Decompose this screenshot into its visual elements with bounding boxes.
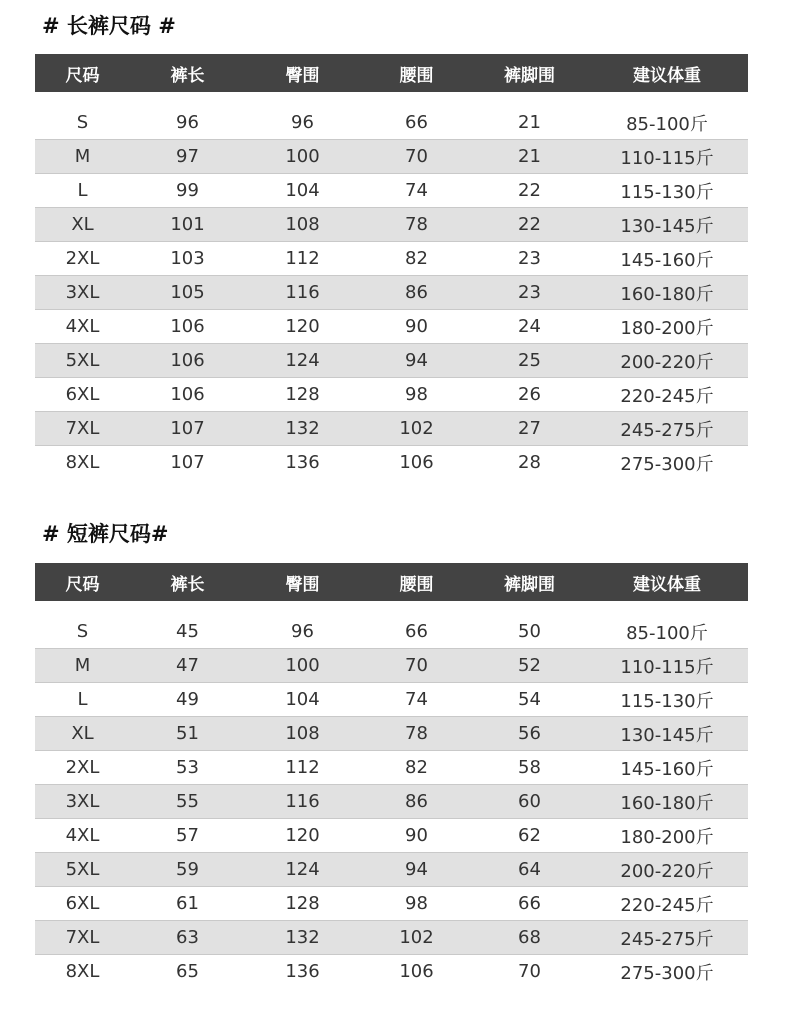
cell-size: S xyxy=(35,106,130,140)
cell-length: 45 xyxy=(130,615,245,649)
cell-waist: 82 xyxy=(360,751,473,785)
cell-length: 61 xyxy=(130,887,245,921)
cell-length: 57 xyxy=(130,819,245,853)
cell-hem: 68 xyxy=(473,921,586,955)
table-row xyxy=(35,717,748,751)
cell-size: XL xyxy=(35,208,130,242)
cell-length: 106 xyxy=(130,378,245,412)
cell-hip: 116 xyxy=(245,785,360,819)
cell-hip: 124 xyxy=(245,853,360,887)
cell-hip: 136 xyxy=(245,955,360,989)
cell-hem: 24 xyxy=(473,310,586,344)
cell-size: L xyxy=(35,683,130,717)
column-header-waist: 腰围 xyxy=(360,563,473,601)
cell-weight: 180-200斤 xyxy=(586,819,748,853)
cell-length: 105 xyxy=(130,276,245,310)
cell-waist: 86 xyxy=(360,276,473,310)
cell-size: 5XL xyxy=(35,344,130,378)
cell-hip: 104 xyxy=(245,174,360,208)
cell-waist: 86 xyxy=(360,785,473,819)
cell-length: 59 xyxy=(130,853,245,887)
cell-length: 107 xyxy=(130,446,245,480)
cell-waist: 90 xyxy=(360,819,473,853)
cell-hip: 132 xyxy=(245,921,360,955)
cell-weight: 220-245斤 xyxy=(586,378,748,412)
table-row xyxy=(35,106,748,140)
table-row xyxy=(35,378,748,412)
column-header-weight: 建议体重 xyxy=(586,54,748,92)
cell-hem: 22 xyxy=(473,174,586,208)
table-row xyxy=(35,242,748,276)
cell-hem: 23 xyxy=(473,276,586,310)
cell-hem: 62 xyxy=(473,819,586,853)
table-row xyxy=(35,615,748,649)
cell-weight: 115-130斤 xyxy=(586,683,748,717)
cell-waist: 98 xyxy=(360,378,473,412)
cell-hem: 66 xyxy=(473,887,586,921)
cell-hip: 128 xyxy=(245,378,360,412)
cell-weight: 85-100斤 xyxy=(586,615,748,649)
cell-weight: 200-220斤 xyxy=(586,853,748,887)
cell-hip: 136 xyxy=(245,446,360,480)
cell-weight: 145-160斤 xyxy=(586,242,748,276)
cell-size: M xyxy=(35,140,130,174)
cell-waist: 98 xyxy=(360,887,473,921)
cell-length: 106 xyxy=(130,344,245,378)
cell-weight: 160-180斤 xyxy=(586,785,748,819)
cell-waist: 70 xyxy=(360,649,473,683)
table-row xyxy=(35,208,748,242)
long-pants-size-table xyxy=(35,54,748,479)
cell-hip: 116 xyxy=(245,276,360,310)
header-spacer xyxy=(35,601,748,615)
cell-weight: 275-300斤 xyxy=(586,446,748,480)
cell-waist: 94 xyxy=(360,853,473,887)
cell-hip: 112 xyxy=(245,751,360,785)
table-row xyxy=(35,344,748,378)
cell-hem: 28 xyxy=(473,446,586,480)
cell-size: 4XL xyxy=(35,819,130,853)
column-header-size: 尺码 xyxy=(35,54,130,92)
cell-hem: 64 xyxy=(473,853,586,887)
cell-size: XL xyxy=(35,717,130,751)
cell-weight: 115-130斤 xyxy=(586,174,748,208)
cell-size: 6XL xyxy=(35,887,130,921)
cell-hem: 58 xyxy=(473,751,586,785)
cell-size: M xyxy=(35,649,130,683)
cell-size: 8XL xyxy=(35,446,130,480)
cell-length: 106 xyxy=(130,310,245,344)
cell-waist: 94 xyxy=(360,344,473,378)
cell-hem: 22 xyxy=(473,208,586,242)
cell-size: 8XL xyxy=(35,955,130,989)
cell-length: 47 xyxy=(130,649,245,683)
cell-size: 4XL xyxy=(35,310,130,344)
cell-waist: 66 xyxy=(360,106,473,140)
cell-weight: 275-300斤 xyxy=(586,955,748,989)
cell-size: 2XL xyxy=(35,242,130,276)
table-row xyxy=(35,955,748,989)
cell-weight: 85-100斤 xyxy=(586,106,748,140)
cell-waist: 70 xyxy=(360,140,473,174)
cell-hip: 132 xyxy=(245,412,360,446)
cell-hip: 104 xyxy=(245,683,360,717)
cell-size: 5XL xyxy=(35,853,130,887)
cell-hem: 52 xyxy=(473,649,586,683)
table-row xyxy=(35,819,748,853)
short-pants-size-table xyxy=(35,563,748,988)
cell-weight: 110-115斤 xyxy=(586,649,748,683)
cell-length: 101 xyxy=(130,208,245,242)
table-row xyxy=(35,751,748,785)
cell-size: 3XL xyxy=(35,276,130,310)
cell-hem: 56 xyxy=(473,717,586,751)
cell-length: 51 xyxy=(130,717,245,751)
cell-length: 49 xyxy=(130,683,245,717)
cell-hip: 96 xyxy=(245,106,360,140)
cell-length: 107 xyxy=(130,412,245,446)
cell-hem: 21 xyxy=(473,140,586,174)
table-row xyxy=(35,276,748,310)
cell-size: 7XL xyxy=(35,921,130,955)
cell-length: 65 xyxy=(130,955,245,989)
cell-weight: 200-220斤 xyxy=(586,344,748,378)
cell-hip: 108 xyxy=(245,208,360,242)
column-header-hem: 裤脚围 xyxy=(473,563,586,601)
cell-hem: 50 xyxy=(473,615,586,649)
cell-weight: 245-275斤 xyxy=(586,921,748,955)
table-row xyxy=(35,649,748,683)
cell-hem: 27 xyxy=(473,412,586,446)
cell-size: 7XL xyxy=(35,412,130,446)
column-header-waist: 腰围 xyxy=(360,54,473,92)
cell-hem: 54 xyxy=(473,683,586,717)
cell-hem: 25 xyxy=(473,344,586,378)
cell-length: 55 xyxy=(130,785,245,819)
cell-length: 103 xyxy=(130,242,245,276)
table-row xyxy=(35,174,748,208)
cell-waist: 78 xyxy=(360,208,473,242)
column-header-hip: 臀围 xyxy=(245,54,360,92)
cell-hip: 112 xyxy=(245,242,360,276)
cell-waist: 106 xyxy=(360,446,473,480)
cell-hem: 70 xyxy=(473,955,586,989)
cell-length: 99 xyxy=(130,174,245,208)
cell-hem: 60 xyxy=(473,785,586,819)
table-row xyxy=(35,446,748,480)
long-pants-title: # 长裤尺码 # xyxy=(42,14,176,38)
cell-waist: 82 xyxy=(360,242,473,276)
cell-hem: 26 xyxy=(473,378,586,412)
cell-hip: 124 xyxy=(245,344,360,378)
table-row xyxy=(35,310,748,344)
cell-waist: 66 xyxy=(360,615,473,649)
cell-weight: 110-115斤 xyxy=(586,140,748,174)
cell-hip: 128 xyxy=(245,887,360,921)
cell-hip: 100 xyxy=(245,140,360,174)
cell-size: 6XL xyxy=(35,378,130,412)
column-header-hem: 裤脚围 xyxy=(473,54,586,92)
cell-length: 96 xyxy=(130,106,245,140)
cell-length: 53 xyxy=(130,751,245,785)
cell-weight: 130-145斤 xyxy=(586,208,748,242)
cell-size: S xyxy=(35,615,130,649)
cell-hem: 23 xyxy=(473,242,586,276)
cell-length: 97 xyxy=(130,140,245,174)
cell-waist: 74 xyxy=(360,174,473,208)
table-row xyxy=(35,785,748,819)
cell-hip: 100 xyxy=(245,649,360,683)
cell-hem: 21 xyxy=(473,106,586,140)
table-header-row xyxy=(35,563,748,601)
table-row xyxy=(35,412,748,446)
cell-waist: 102 xyxy=(360,921,473,955)
cell-hip: 120 xyxy=(245,819,360,853)
cell-waist: 102 xyxy=(360,412,473,446)
cell-waist: 90 xyxy=(360,310,473,344)
cell-weight: 130-145斤 xyxy=(586,717,748,751)
cell-hip: 96 xyxy=(245,615,360,649)
cell-size: 3XL xyxy=(35,785,130,819)
cell-waist: 74 xyxy=(360,683,473,717)
table-row xyxy=(35,921,748,955)
column-header-weight: 建议体重 xyxy=(586,563,748,601)
cell-weight: 160-180斤 xyxy=(586,276,748,310)
cell-size: L xyxy=(35,174,130,208)
column-header-hip: 臀围 xyxy=(245,563,360,601)
cell-size: 2XL xyxy=(35,751,130,785)
table-row xyxy=(35,887,748,921)
cell-length: 63 xyxy=(130,921,245,955)
cell-hip: 108 xyxy=(245,717,360,751)
short-pants-title: # 短裤尺码# xyxy=(42,522,169,546)
cell-weight: 145-160斤 xyxy=(586,751,748,785)
table-header-row xyxy=(35,54,748,92)
cell-weight: 245-275斤 xyxy=(586,412,748,446)
table-row xyxy=(35,140,748,174)
column-header-size: 尺码 xyxy=(35,563,130,601)
table-row xyxy=(35,683,748,717)
column-header-length: 裤长 xyxy=(130,54,245,92)
header-spacer xyxy=(35,92,748,106)
cell-weight: 180-200斤 xyxy=(586,310,748,344)
column-header-length: 裤长 xyxy=(130,563,245,601)
cell-waist: 106 xyxy=(360,955,473,989)
cell-hip: 120 xyxy=(245,310,360,344)
cell-waist: 78 xyxy=(360,717,473,751)
table-row xyxy=(35,853,748,887)
cell-weight: 220-245斤 xyxy=(586,887,748,921)
